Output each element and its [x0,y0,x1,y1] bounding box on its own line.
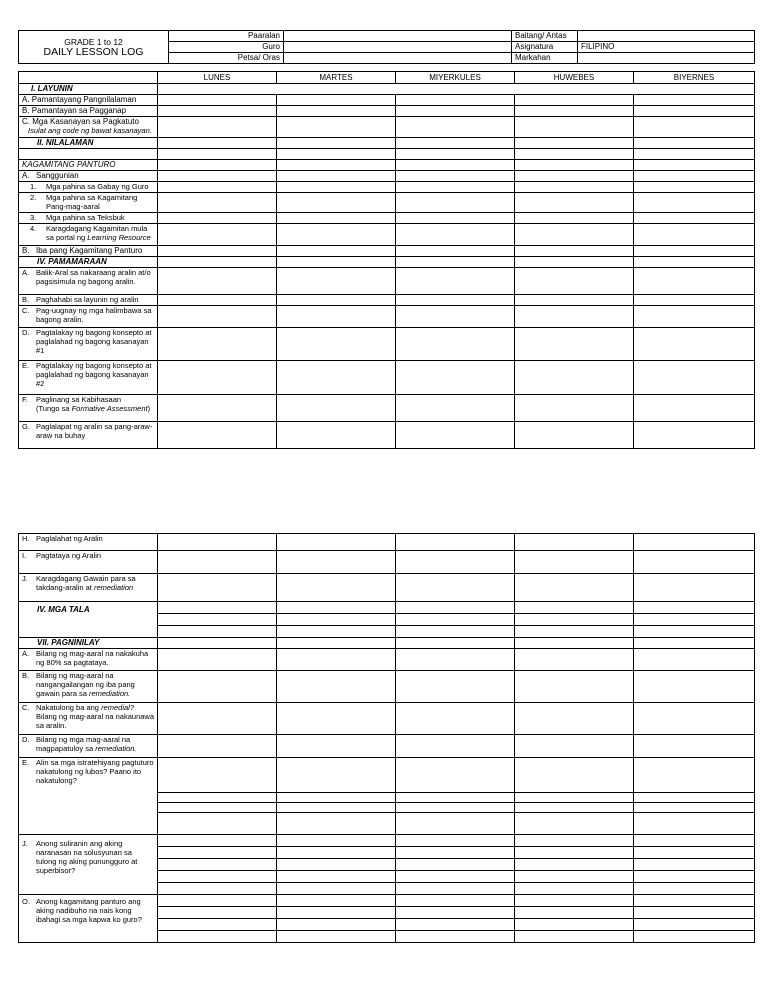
page-title: DAILY LESSON LOG [43,46,144,58]
cell[interactable] [515,793,634,803]
cell[interactable] [515,306,634,328]
cell[interactable] [515,328,634,361]
cell[interactable] [396,907,515,919]
row-label-kasanayan [19,117,158,138]
cell[interactable] [277,193,396,213]
cell[interactable] [515,106,634,117]
cell[interactable] [158,614,277,626]
guro-label: Guro [169,42,284,53]
cell[interactable] [277,907,396,919]
cell[interactable] [277,574,396,602]
row-label-paglinang: F. Paglinang sa Kabihasaan (Tungo sa Formative Assessment) [19,395,158,422]
day-header-lunes: LUNES [158,72,277,84]
day-header-martes: MARTES [277,72,396,84]
cell[interactable] [158,931,277,943]
cell[interactable] [158,835,277,847]
cell[interactable] [396,735,515,758]
cell[interactable] [158,671,277,703]
cell[interactable] [396,306,515,328]
cell[interactable] [515,813,634,835]
cell[interactable] [277,703,396,735]
cell[interactable] [515,193,634,213]
cell[interactable] [396,793,515,803]
row-label-nangangailangan: B. Bilang ng mag-aaral na nangangailangan ng iba pang gawain para sa remediation. [19,671,158,703]
cell[interactable] [158,138,277,149]
cell[interactable] [277,182,396,193]
cell[interactable] [396,171,515,182]
kasanayan-label: C. Mga Kasanayan sa Pagkatuto [22,117,139,126]
cell[interactable] [277,106,396,117]
cell[interactable] [634,626,755,638]
cell[interactable] [515,638,634,649]
cell[interactable] [515,213,634,224]
cell[interactable] [396,931,515,943]
cell[interactable] [277,171,396,182]
cell[interactable] [396,95,515,106]
cell[interactable] [277,117,396,138]
cell[interactable] [634,602,755,614]
cell[interactable] [396,149,515,160]
cell[interactable] [396,224,515,246]
cell[interactable] [396,847,515,859]
row-label-nakatulong-remedial: C. Nakatulong ba ang remedial? Bilang ng mag-aaral na nakaunawa sa aralin. [19,703,158,735]
cell[interactable] [158,268,277,295]
cell[interactable] [277,295,396,306]
cell[interactable] [277,138,396,149]
asignatura-field[interactable]: FILIPINO [578,42,755,53]
row-label-suliranin: J. Anong suliranin ang aking naranasan na solusyunan sa tulong ng aking punungguro at superbisor? [19,835,158,895]
cell[interactable] [277,257,396,268]
cell[interactable] [158,703,277,735]
asignatura-label: Asignatura [512,42,578,53]
cell[interactable] [396,328,515,361]
cell[interactable] [396,671,515,703]
cell[interactable] [515,149,634,160]
cell[interactable] [158,803,277,813]
cell[interactable] [277,883,396,895]
cell[interactable] [515,847,634,859]
petsa-field[interactable] [284,53,512,64]
cell[interactable] [277,931,396,943]
row-label-pagtalakay-2: E. Pagtalakay ng bagong konsepto at paglalahad ng bagong kasanayan #2 [19,361,158,395]
cell[interactable] [277,671,396,703]
section-mga-tala: IV. MGA TALA [19,602,158,638]
cell[interactable] [277,213,396,224]
cell[interactable] [277,551,396,574]
cell[interactable] [396,626,515,638]
cell[interactable] [277,602,396,614]
day-header-miyerkules: MIYERKULES [396,72,515,84]
cell[interactable] [634,138,755,149]
cell[interactable] [634,919,755,931]
cell[interactable] [277,859,396,871]
cell[interactable] [634,422,755,449]
cell[interactable] [634,117,755,138]
cell[interactable] [158,793,277,803]
cell[interactable] [277,895,396,907]
lesson-table-page1 [18,71,755,449]
cell[interactable] [396,919,515,931]
cell[interactable] [277,758,396,793]
cell[interactable] [396,883,515,895]
cell[interactable] [634,106,755,117]
cell[interactable] [634,193,755,213]
cell[interactable] [515,735,634,758]
cell[interactable] [396,895,515,907]
cell[interactable] [396,295,515,306]
cell[interactable] [158,626,277,638]
cell[interactable] [634,306,755,328]
cell[interactable] [634,847,755,859]
markahan-field[interactable] [578,53,755,64]
cell[interactable] [515,95,634,106]
row-label-pagtalakay-1: D. Pagtalakay ng bagong konsepto at paglalahad ng bagong kasanayan #1 [19,328,158,361]
cell[interactable] [396,758,515,793]
cell[interactable] [158,213,277,224]
cell[interactable] [396,859,515,871]
row-label-paghahabi: B. Paghahabi sa layunin ng aralin [19,295,158,306]
cell[interactable] [515,602,634,614]
row-label-gabay-guro: 1. Mga pahina sa Gabay ng Guro [19,182,158,193]
cell[interactable] [277,395,396,422]
cell[interactable] [158,193,277,213]
cell[interactable] [634,257,755,268]
cell[interactable] [158,106,277,117]
cell[interactable] [515,361,634,395]
corner-cell [19,72,158,84]
cell[interactable] [158,871,277,883]
cell[interactable] [158,551,277,574]
cell[interactable] [277,614,396,626]
row-label-sanggunian: A. Sanggunian [19,171,158,182]
header-table [18,30,755,64]
cell[interactable] [158,395,277,422]
cell[interactable] [158,883,277,895]
row-label-istratehiya: E. Alin sa mga istratehiyang pagtuturo nakatulong ng lubos? Paano ito nakatulong? [19,758,158,835]
section-kagamitan: KAGAMITANG PANTURO [19,160,158,171]
cell[interactable] [515,534,634,551]
cell[interactable] [634,395,755,422]
cell[interactable] [634,735,755,758]
cell[interactable] [634,793,755,803]
row-label-kagamitang-nadibuho: O. Anong kagamitang panturo ang aking nadibuho na nais kong ibahagi sa mga kapwa ko guro? [19,895,158,943]
cell[interactable] [158,758,277,793]
cell[interactable] [158,649,277,671]
cell[interactable] [634,835,755,847]
cell[interactable] [277,306,396,328]
cell[interactable] [158,422,277,449]
cell[interactable] [158,574,277,602]
cell[interactable] [396,803,515,813]
cell[interactable] [158,895,277,907]
cell[interactable] [634,182,755,193]
cell[interactable] [634,246,755,257]
cell[interactable] [515,246,634,257]
cell[interactable] [515,649,634,671]
cell[interactable] [277,919,396,931]
cell[interactable] [515,919,634,931]
cell[interactable] [634,213,755,224]
cell[interactable] [396,361,515,395]
cell[interactable] [634,361,755,395]
cell[interactable] [396,574,515,602]
cell[interactable] [515,931,634,943]
cell[interactable] [634,895,755,907]
cell[interactable] [634,574,755,602]
cell[interactable] [634,871,755,883]
cell[interactable] [634,859,755,871]
petsa-label: Petsa/ Oras [169,53,284,64]
cell[interactable] [158,847,277,859]
cell[interactable] [515,907,634,919]
baitang-label: Baitang/ Antas [512,31,578,42]
cell[interactable] [515,268,634,295]
cell[interactable] [515,883,634,895]
cell[interactable] [396,213,515,224]
cell[interactable] [515,895,634,907]
grade-label: GRADE 1 to 12 [64,37,123,47]
cell[interactable] [515,835,634,847]
cell[interactable] [396,614,515,626]
cell[interactable] [277,835,396,847]
cell[interactable] [634,703,755,735]
cell[interactable] [515,224,634,246]
cell[interactable] [158,361,277,395]
cell[interactable] [515,295,634,306]
cell[interactable] [515,758,634,793]
cell[interactable] [634,907,755,919]
cell[interactable] [396,182,515,193]
cell[interactable] [158,859,277,871]
guro-field[interactable] [284,42,512,53]
cell[interactable] [277,422,396,449]
cell[interactable] [158,306,277,328]
cell[interactable] [515,859,634,871]
row-label-bilang-80: A. Bilang ng mag-aaral na nakakuha ng 80% sa pagtataya. [19,649,158,671]
cell[interactable] [515,171,634,182]
cell[interactable] [158,602,277,614]
paaralan-label: Paaralan [169,31,284,42]
cell[interactable] [277,534,396,551]
cell[interactable] [396,835,515,847]
cell[interactable] [396,871,515,883]
section-pagninilay: VII. PAGNINILAY [19,638,158,649]
day-header-biyernes: BIYERNES [634,72,755,84]
cell[interactable] [396,193,515,213]
cell[interactable] [634,268,755,295]
cell[interactable] [396,638,515,649]
cell[interactable] [158,257,277,268]
cell[interactable] [158,160,277,171]
cell[interactable] [515,803,634,813]
cell[interactable] [634,160,755,171]
cell[interactable] [158,246,277,257]
cell[interactable] [396,602,515,614]
cell[interactable] [277,626,396,638]
cell[interactable] [277,160,396,171]
row-label-pamantayang-pangnilalaman: A. Pamantayang Pangnilalaman [19,95,158,106]
cell[interactable] [396,534,515,551]
cell[interactable] [396,422,515,449]
cell[interactable] [634,883,755,895]
cell[interactable] [277,847,396,859]
row-label-karagdagang-gawain: J. Karagdagang Gawain para sa takdang-aralin at remediation [19,574,158,602]
cell[interactable] [515,182,634,193]
row-label-pag-uugnay: C. Pag-uugnay ng mga halimbawa sa bagong aralin. [19,306,158,328]
cell[interactable] [158,117,277,138]
row-label-teksbuk: 3. Mga pahina sa Teksbuk [19,213,158,224]
cell[interactable] [158,907,277,919]
cell[interactable] [277,95,396,106]
cell[interactable] [277,793,396,803]
cell[interactable] [634,328,755,361]
cell[interactable] [634,295,755,306]
row-label-paglalahat: H. Paglalahat ng Aralin [19,534,158,551]
cell[interactable] [515,422,634,449]
cell[interactable] [634,95,755,106]
row-label-paglalapat: G. Paglalapat ng aralin sa pang-araw-araw na buhay [19,422,158,449]
cell[interactable] [515,626,634,638]
cell[interactable] [515,395,634,422]
row-label-pagtataya: I. Pagtataya ng Aralin [19,551,158,574]
cell[interactable] [634,671,755,703]
cell[interactable] [277,224,396,246]
cell[interactable] [634,614,755,626]
row-label-magpapatuloy: D. Bilang ng mga mag-aaral na magpapatuloy sa remediation. [19,735,158,758]
cell[interactable] [634,638,755,649]
cell[interactable] [277,268,396,295]
section-layunin: I. LAYUNIN [19,84,158,95]
cell[interactable] [396,395,515,422]
cell[interactable] [158,813,277,835]
cell[interactable] [515,117,634,138]
cell[interactable] [158,224,277,246]
paaralan-field[interactable] [284,31,512,42]
baitang-field[interactable] [578,31,755,42]
cell[interactable] [396,703,515,735]
cell[interactable] [634,803,755,813]
blank-label [19,149,158,160]
cell[interactable] [277,149,396,160]
cell[interactable] [634,149,755,160]
cell[interactable] [515,160,634,171]
cell[interactable] [277,361,396,395]
cell[interactable] [158,149,277,160]
cell[interactable] [396,649,515,671]
section-pamamaraan: IV. PAMAMARAAN [19,257,158,268]
cell[interactable] [396,268,515,295]
cell[interactable] [515,257,634,268]
cell[interactable] [158,328,277,361]
day-header-huwebes: HUWEBES [515,72,634,84]
kasanayan-note: Isulat ang code ng bawat kasanayan. [28,126,152,135]
cell[interactable] [158,295,277,306]
row-label-iba-pang-kagamitan: B. Iba pang Kagamitang Panturo [19,246,158,257]
cell[interactable] [158,638,277,649]
cell[interactable] [158,182,277,193]
cell[interactable] [158,171,277,182]
cell[interactable] [634,649,755,671]
markahan-label: Markahan [512,53,578,64]
cell[interactable] [634,551,755,574]
cell[interactable] [158,735,277,758]
cell[interactable] [277,813,396,835]
cell[interactable] [515,614,634,626]
row-label-balik-aral: A. Balik-Aral sa nakaraang aralin at/o pagsisimula ng bagong aralin. [19,268,158,295]
cell[interactable] [396,138,515,149]
cell[interactable] [396,246,515,257]
row-label-pamantayan-pagganap: B. Pamantayan sa Pagganap [19,106,158,117]
cell[interactable] [396,813,515,835]
cell[interactable] [396,257,515,268]
cell[interactable] [634,931,755,943]
row-label-karagdagang-kagamitan: 4. Karagdagang Kagamitan mula sa portal ng Learning Resource [19,224,158,246]
row-label-kagamitang-mag-aaral: 2. Mga pahina sa Kagamitang Pang-mag-aaral [19,193,158,213]
cell[interactable] [634,758,755,793]
cell[interactable] [515,138,634,149]
cell[interactable] [277,246,396,257]
cell[interactable] [515,671,634,703]
cell[interactable] [396,160,515,171]
cell[interactable] [634,534,755,551]
cell[interactable] [396,551,515,574]
lesson-table-page2 [18,533,755,943]
cell[interactable] [277,871,396,883]
cell[interactable] [277,638,396,649]
cell[interactable] [158,95,277,106]
header-title-cell [19,31,169,64]
cell[interactable] [515,574,634,602]
cell[interactable] [396,106,515,117]
cell[interactable] [277,803,396,813]
cell[interactable] [277,328,396,361]
cell[interactable] [277,649,396,671]
section-band [158,84,755,95]
cell[interactable] [515,871,634,883]
cell[interactable] [515,703,634,735]
cell[interactable] [634,813,755,835]
cell[interactable] [158,534,277,551]
cell[interactable] [634,171,755,182]
cell[interactable] [515,551,634,574]
section-nilalaman: II. NILALAMAN [19,138,158,149]
cell[interactable] [158,919,277,931]
cell[interactable] [277,735,396,758]
cell[interactable] [634,224,755,246]
cell[interactable] [396,117,515,138]
